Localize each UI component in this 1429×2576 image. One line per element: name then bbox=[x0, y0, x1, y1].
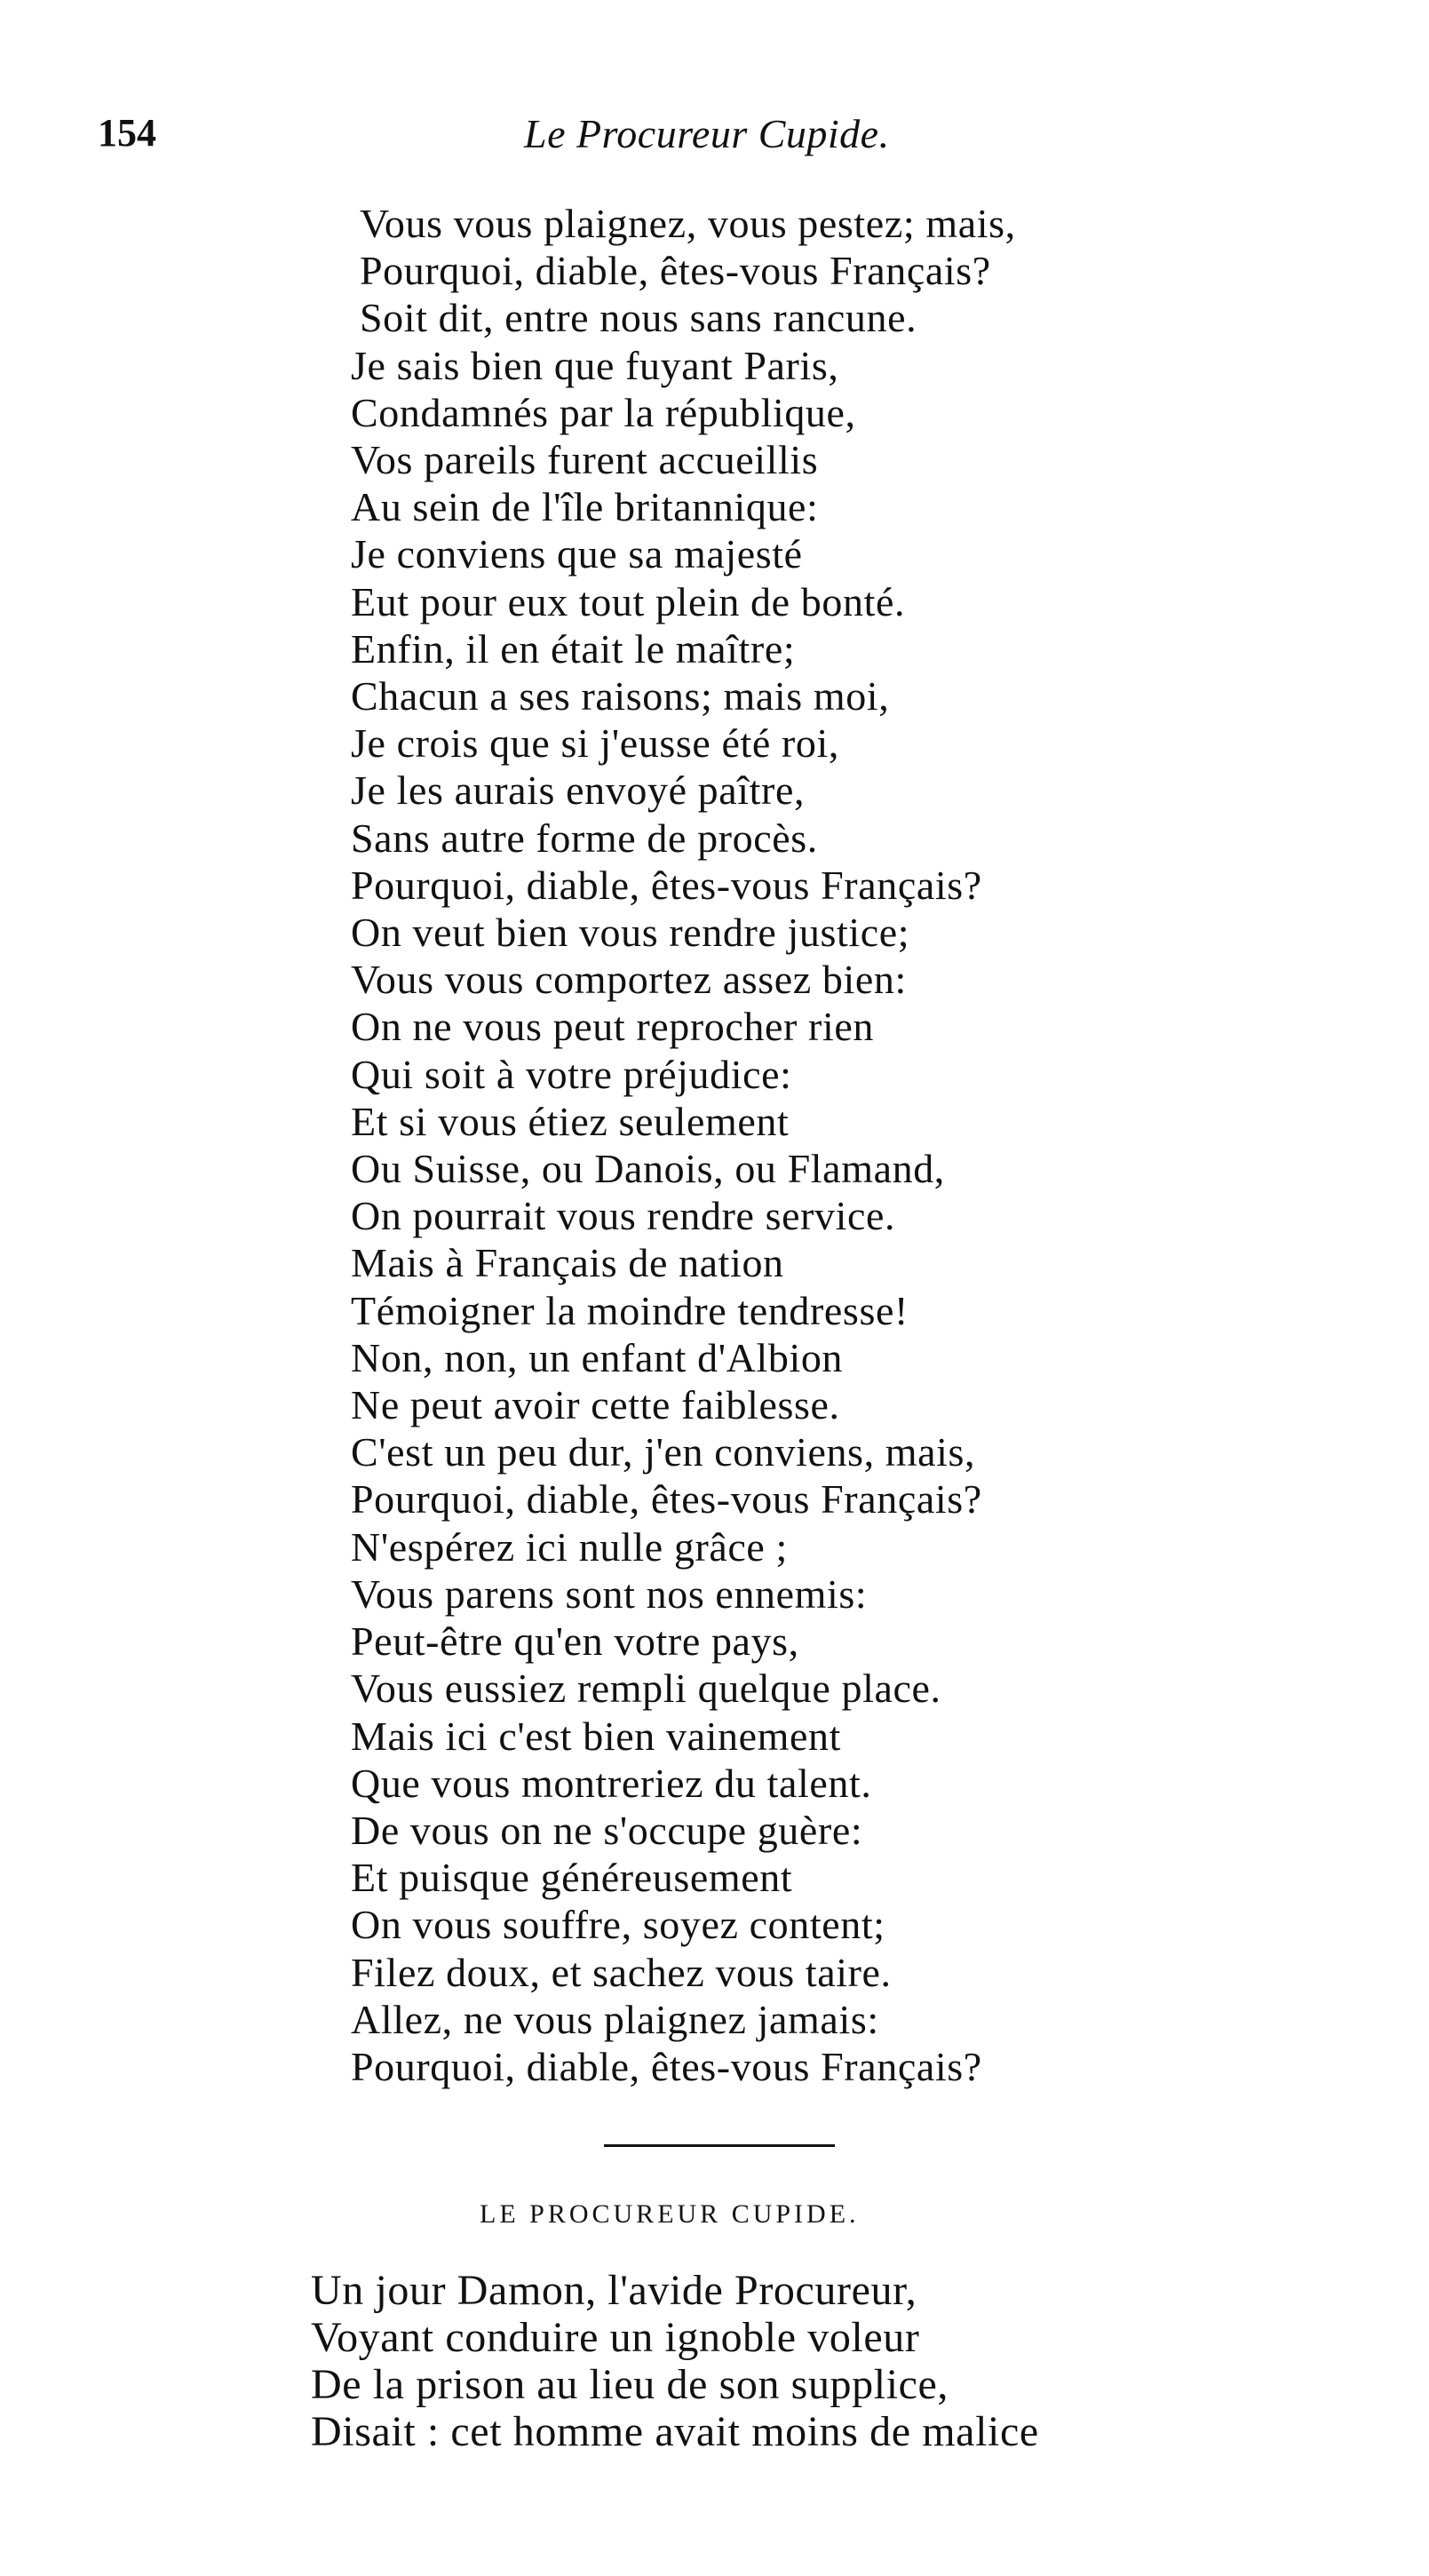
verse-line: Enfin, il en était le maître; bbox=[351, 625, 796, 672]
verse-line: Et si vous étiez seulement bbox=[351, 1098, 790, 1144]
verse-line: Pourquoi, diable, êtes-vous Français? bbox=[351, 1476, 982, 1523]
verse-line: Au sein de l'île britannique: bbox=[351, 484, 819, 530]
running-title: Le Procureur Cupide. bbox=[524, 111, 890, 156]
verse-line: Pourquoi, diable, êtes-vous Français? bbox=[351, 2043, 982, 2089]
page-number: 154 bbox=[98, 111, 156, 155]
verse-line: Vos pareils furent accueillis bbox=[351, 437, 819, 483]
fable-verses bbox=[311, 2267, 1332, 2455]
verse-line: On pourrait vous rendre service. bbox=[351, 1193, 896, 1239]
verse-line: Je sais bien que fuyant Paris, bbox=[351, 342, 839, 388]
verse-line: Et puisque généreusement bbox=[351, 1855, 793, 1901]
verse-line: Pourquoi, diable, êtes-vous Français? bbox=[351, 862, 982, 908]
verse-line: Que vous montreriez du talent. bbox=[351, 1760, 872, 1806]
poem-verses bbox=[351, 200, 1239, 2090]
verse-line: Non, non, un enfant d'Albion bbox=[351, 1334, 844, 1380]
verse-line: Vous vous comportez assez bien: bbox=[351, 957, 907, 1003]
verse-line: On vous souffre, soyez content; bbox=[351, 1902, 885, 1948]
fable-line: Voyant conduire un ignoble voleur bbox=[311, 2314, 920, 2361]
verse-line: Vous eussiez rempli quelque place. bbox=[351, 1666, 941, 1712]
verse-line: Peut-être qu'en votre pays, bbox=[351, 1618, 799, 1665]
verse-line: De vous on ne s'occupe guère: bbox=[351, 1807, 863, 1853]
verse-line: Eut pour eux tout plein de bonté. bbox=[351, 578, 906, 624]
verse-line: Ou Suisse, ou Danois, ou Flamand, bbox=[351, 1146, 945, 1192]
verse-line: Vous parens sont nos ennemis: bbox=[351, 1570, 868, 1617]
section-title: LE PROCUREUR CUPIDE. bbox=[480, 2199, 860, 2229]
verse-line: Vous vous plaignez, vous pestez; mais, bbox=[360, 201, 1016, 246]
section-divider bbox=[604, 2144, 835, 2147]
verse-line: Qui soit à votre préjudice: bbox=[351, 1051, 792, 1097]
verse-line: Je crois que si j'eusse été roi, bbox=[351, 720, 839, 767]
verse-line: Allez, ne vous plaignez jamais: bbox=[351, 1996, 879, 2042]
verse-line: On veut bien vous rendre justice; bbox=[351, 910, 910, 956]
verse-line: Filez doux, et sachez vous taire. bbox=[351, 1949, 892, 1995]
verse-line: Témoigner la moindre tendresse! bbox=[351, 1287, 909, 1333]
verse-line: Mais ici c'est bien vainement bbox=[351, 1713, 841, 1759]
fable-line: De la prison au lieu de son supplice, bbox=[311, 2361, 949, 2408]
fable-line: Disait : cet homme avait moins de malice bbox=[311, 2408, 1039, 2455]
verse-line: Pourquoi, diable, êtes-vous Français? bbox=[360, 248, 991, 294]
verse-line: Je les aurais envoyé paître, bbox=[351, 767, 806, 814]
verse-line: Ne peut avoir cette faiblesse. bbox=[351, 1382, 840, 1428]
verse-line: N'espérez ici nulle grâce ; bbox=[351, 1523, 788, 1570]
verse-line: Sans autre forme de procès. bbox=[351, 815, 818, 861]
verse-line: Mais à Français de nation bbox=[351, 1240, 784, 1286]
verse-line: Chacun a ses raisons; mais moi, bbox=[351, 673, 890, 720]
fable-line: Un jour Damon, l'avide Procureur, bbox=[311, 2267, 917, 2314]
verse-line: Soit dit, entre nous sans rancune. bbox=[360, 295, 917, 341]
verse-line: Je conviens que sa majesté bbox=[351, 531, 803, 577]
page-header bbox=[98, 111, 1341, 167]
verse-line: Condamnés par la république, bbox=[351, 389, 856, 435]
verse-line: C'est un peu dur, j'en conviens, mais, bbox=[351, 1429, 976, 1475]
verse-line: On ne vous peut reprocher rien bbox=[351, 1004, 874, 1050]
